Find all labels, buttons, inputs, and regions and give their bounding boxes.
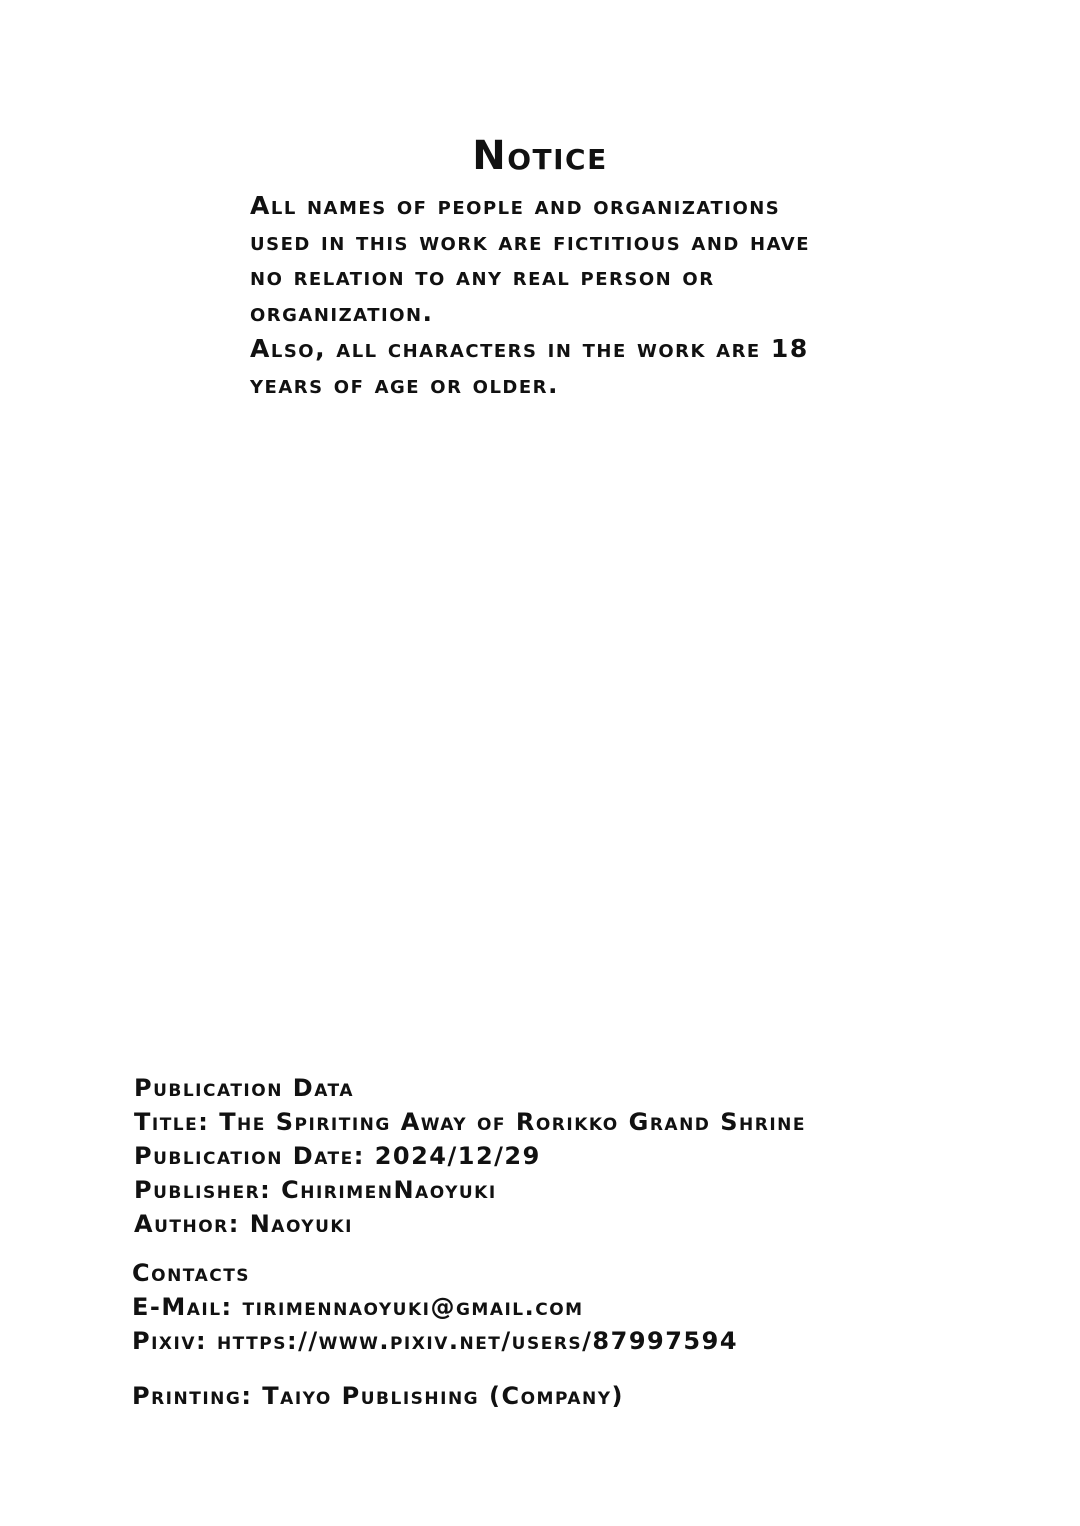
publication-publisher: Publisher: ChirimenNaoyuki: [134, 1176, 497, 1204]
printing-section: [132, 1379, 624, 1413]
notice-line: organization.: [250, 298, 434, 328]
publication-author: Author: Naoyuki: [134, 1210, 353, 1238]
contact-pixiv: Pixiv: https://www.pixiv.net/users/87997594: [132, 1327, 739, 1355]
printing-line: Printing: Taiyo Publishing (Company): [132, 1382, 625, 1410]
contact-email: E-Mail: tirimennaoyuki@gmail.com: [132, 1293, 584, 1321]
publication-title: Title: The Spiriting Away of Rorikko Grand Shrine: [134, 1108, 807, 1136]
contacts-heading: Contacts: [132, 1259, 251, 1287]
contacts-section: [132, 1256, 738, 1358]
notice-section: [250, 130, 870, 402]
notice-line: Also, all characters in the work are 18: [250, 333, 809, 363]
notice-title: Notice: [472, 133, 608, 179]
publication-data-section: [134, 1071, 806, 1241]
notice-line: years of age or older.: [250, 369, 560, 399]
notice-line: used in this work are fictitious and have: [250, 226, 811, 256]
notice-line: All names of people and organizations: [250, 191, 781, 220]
publication-date: Publication Date: 2024/12/29: [134, 1142, 541, 1170]
publication-heading: Publication Data: [134, 1074, 354, 1102]
notice-line: no relation to any real person or: [250, 262, 715, 292]
